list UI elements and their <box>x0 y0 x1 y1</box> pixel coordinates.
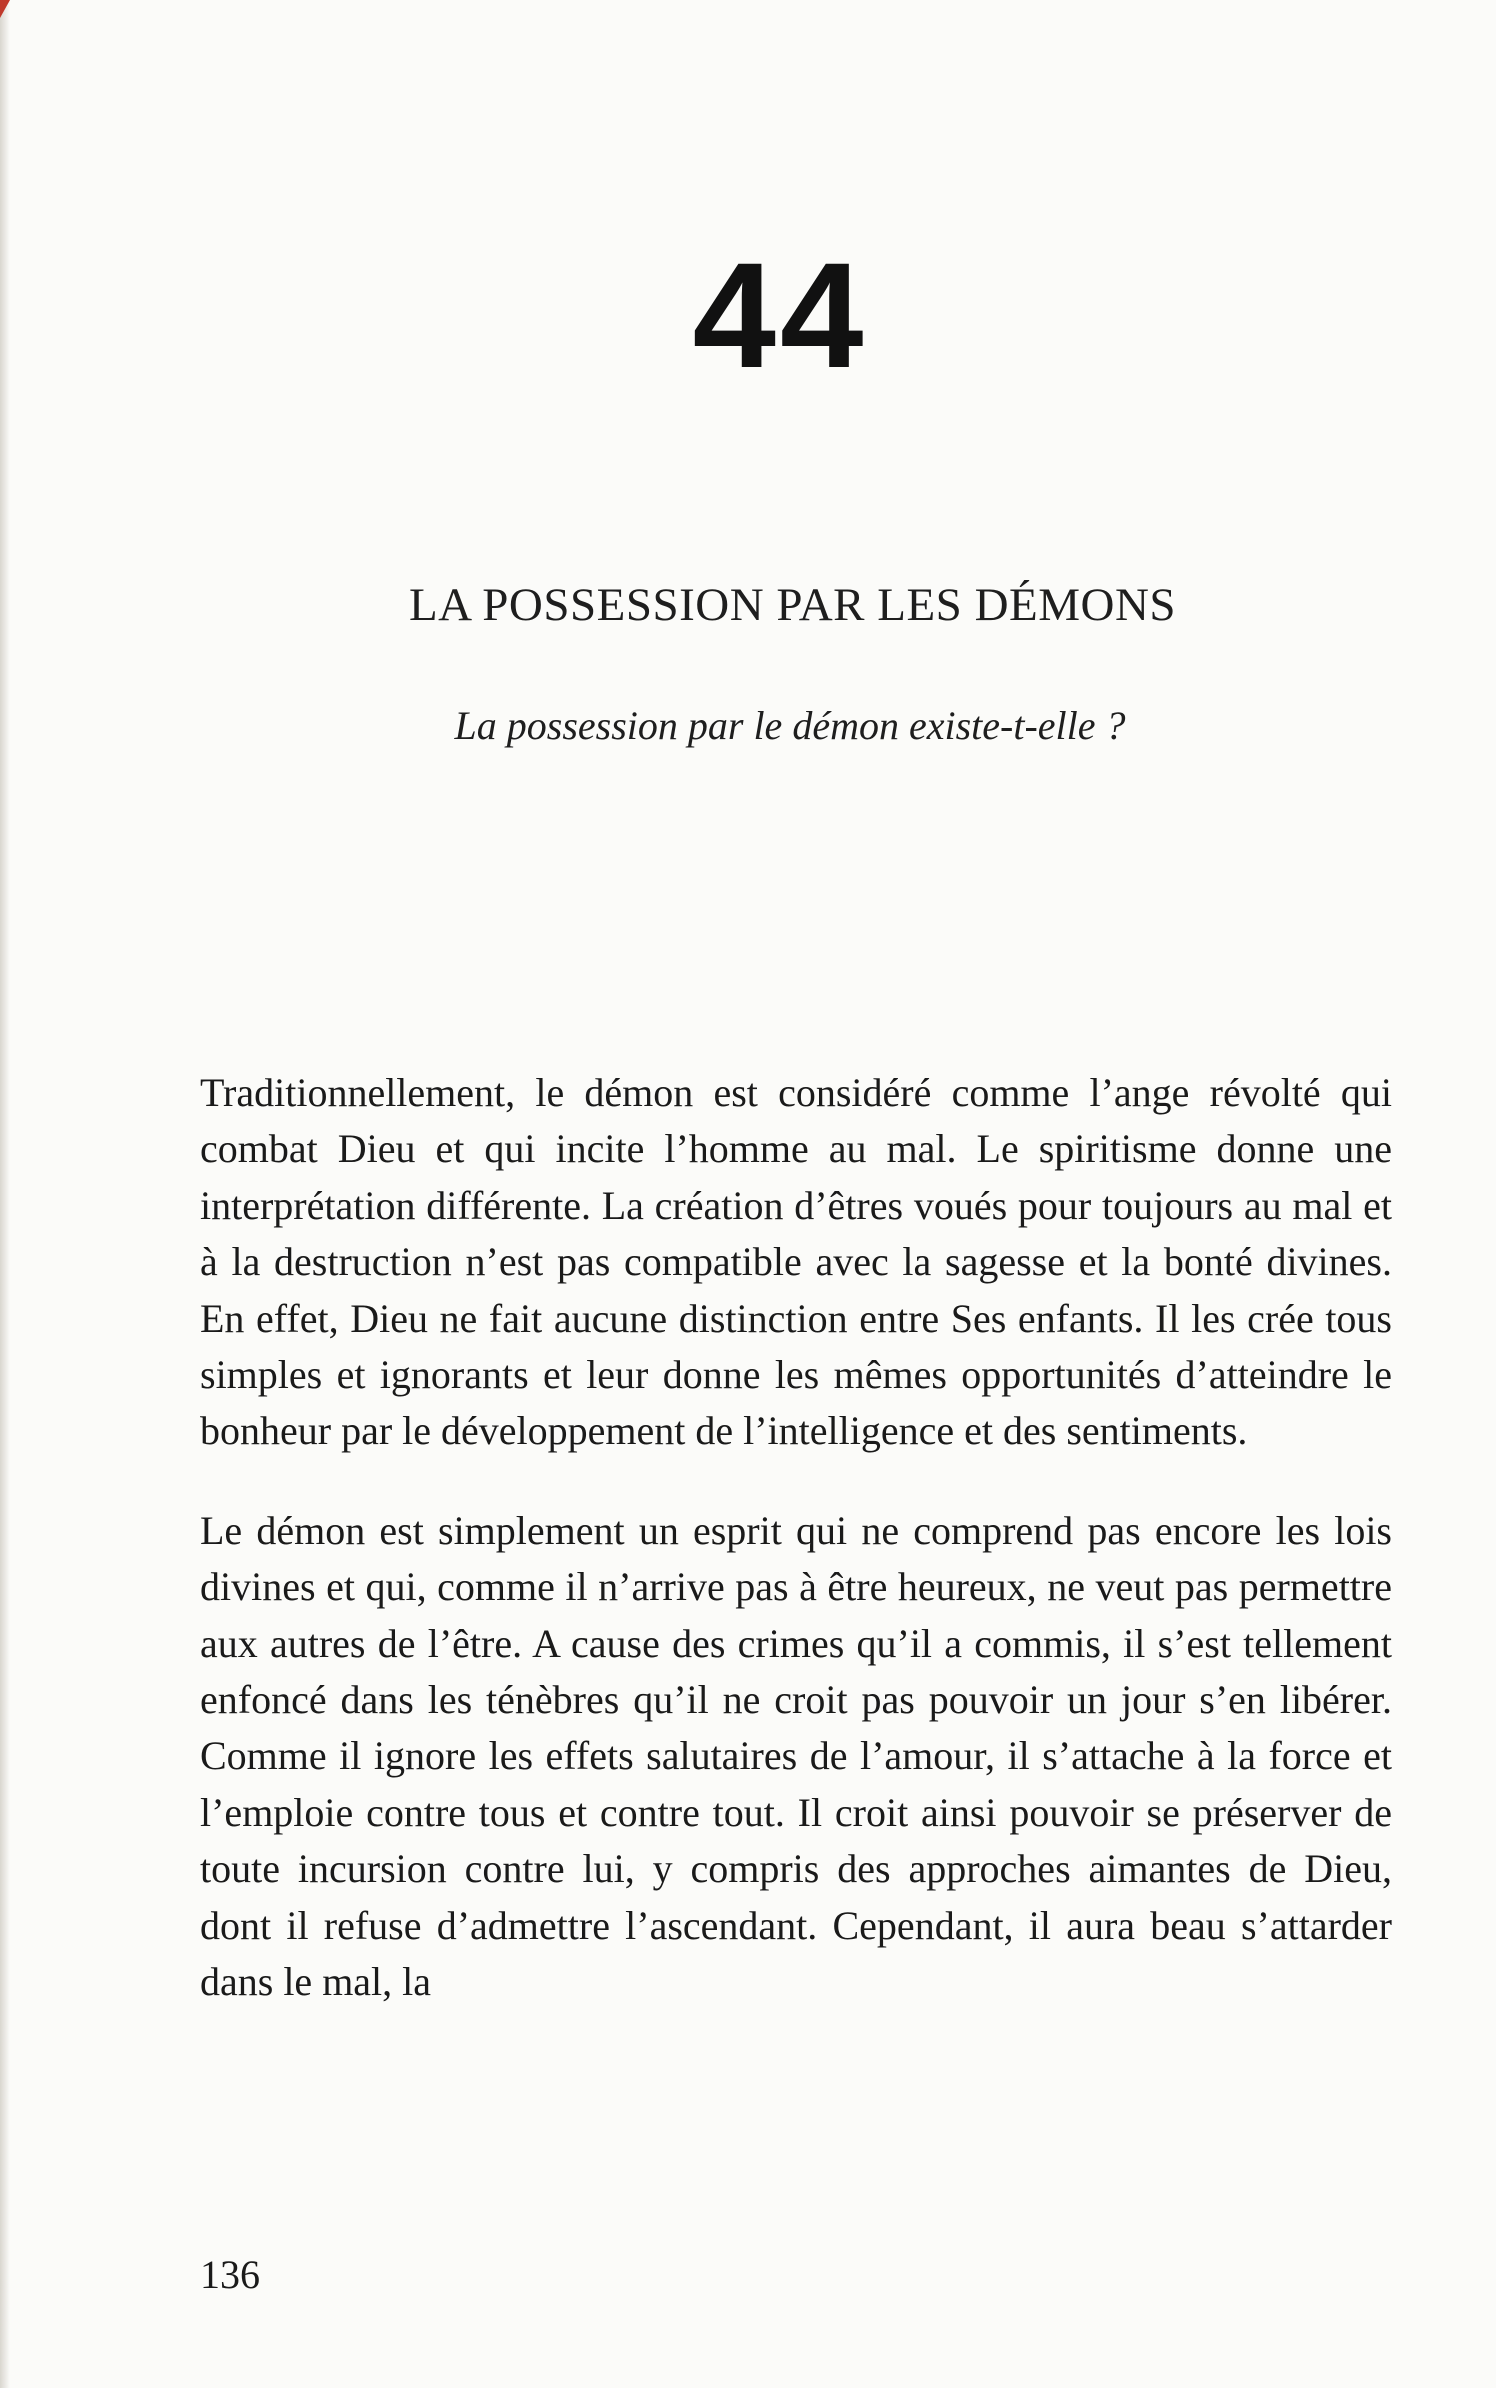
page-number: 136 <box>200 2252 260 2297</box>
corner-mark <box>0 0 10 18</box>
body-text <box>200 1065 1392 2011</box>
paragraph: Traditionnellement, le démon est considéré comme l’ange révolté qui combat Dieu et qui incite l’homme au mal. Le spiritisme donne une interprétation différente. La création d’êtres voués pour toujours au mal et à la destruction n’est pas compatible avec la sagesse et la bonté divines. En effet, Dieu ne fait aucune distinction entre Ses enfants. Il les crée tous simples et ignorants et leur donne les mêmes opportunités d’atteindre le bonheur par le développement de l’intelligence et des sentiments. <box>200 1070 1392 1454</box>
chapter-title: LA POSSESSION PAR LES DÉMONS <box>408 579 1177 631</box>
paragraph: Le démon est simplement un esprit qui ne comprend pas encore les lois divines et qui, comme il n’arrive pas à être heureux, ne veut pas permettre aux autres de l’être. A cause des crimes qu’il a commis, il s’est tellement enfoncé dans les ténèbres qu’il ne croit pas pouvoir un jour s’en libérer. Comme il ignore les effets salutaires de l’amour, il s’attache à la force et l’emploie contre tous et contre tout. Il croit ainsi pouvoir se préserver de toute incursion contre lui, y compris des approches aimantes de Dieu, dont il refuse d’admettre l’ascendant. Cependant, il aura beau s’attarder dans le mal, la <box>200 1507 1392 2005</box>
chapter-subtitle: La possession par le démon existe-t-elle ? <box>454 703 1126 748</box>
chapter-number: 44 <box>692 231 868 399</box>
